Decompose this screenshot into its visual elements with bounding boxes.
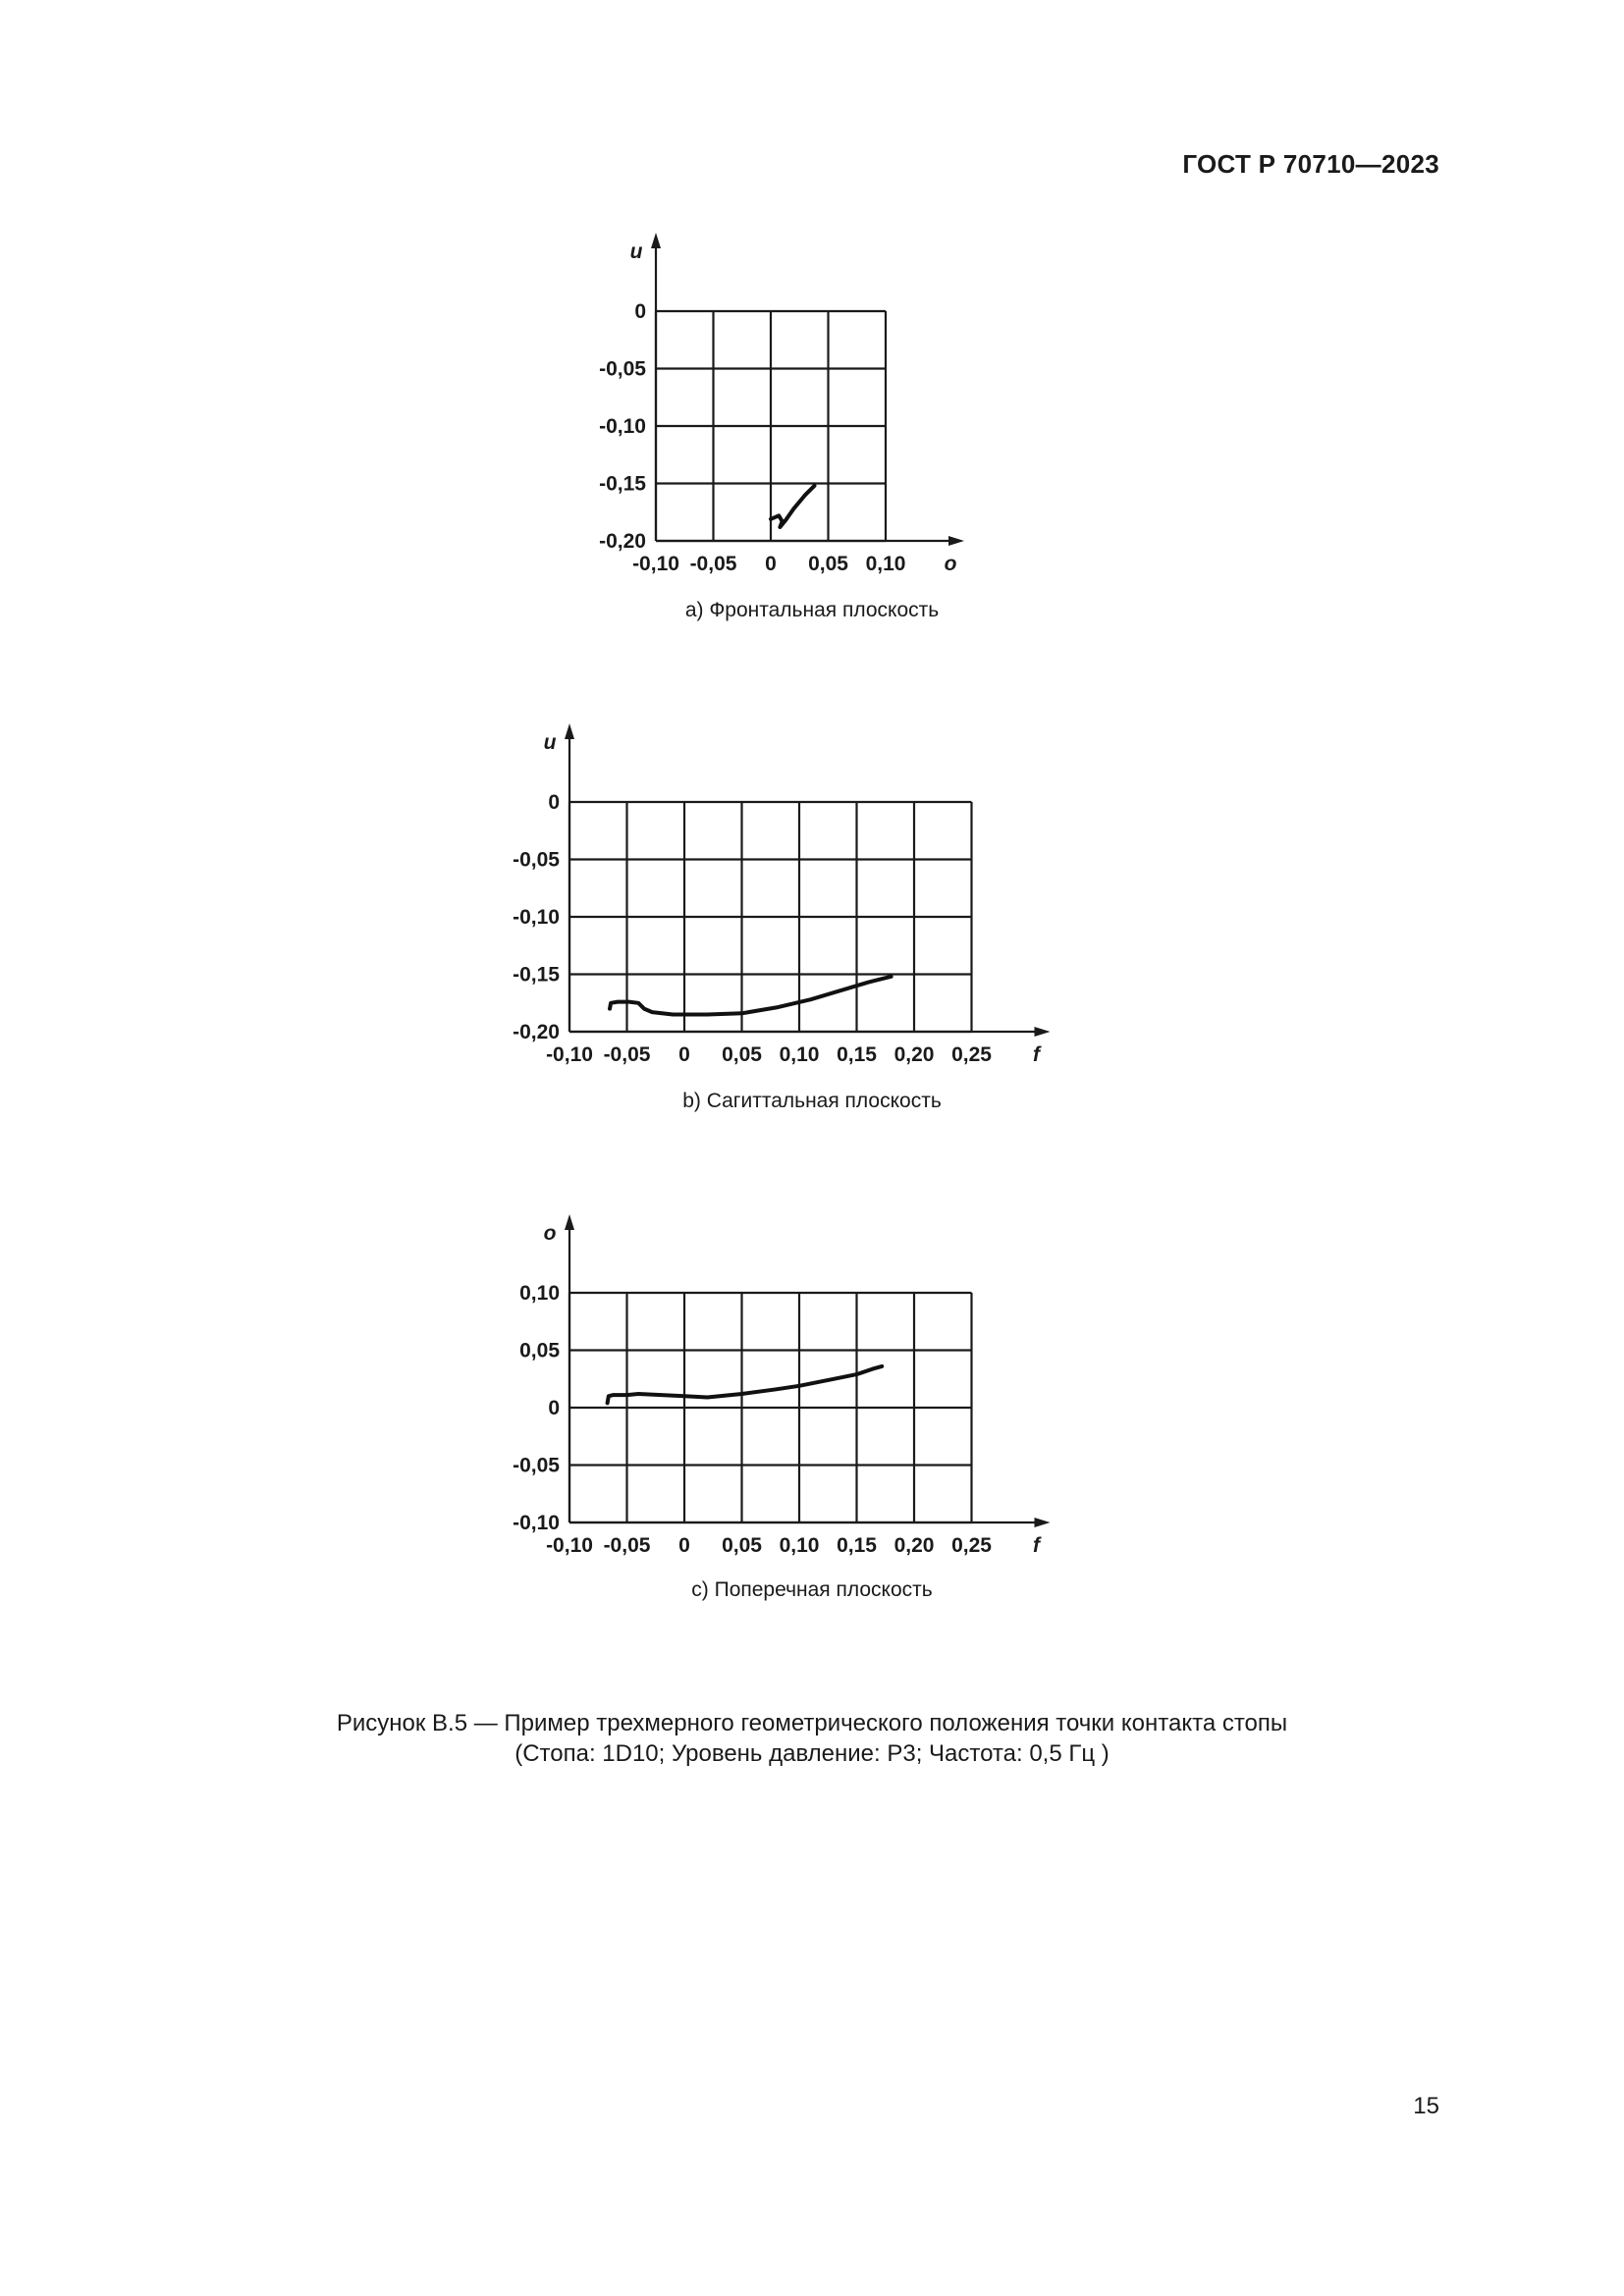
x-tick-label: -0,05	[689, 553, 737, 575]
y-axis-label: o	[543, 1222, 557, 1245]
x-tick-label: 0,05	[722, 1043, 762, 1066]
x-axis-label: o	[944, 553, 957, 575]
y-tick-label: 0	[634, 300, 646, 323]
y-axis-arrow-icon	[565, 1214, 574, 1230]
x-tick-label: 0,25	[951, 1534, 992, 1557]
chart-caption-frontal: a) Фронтальная плоскость	[684, 599, 940, 621]
series-line	[608, 1366, 883, 1403]
y-axis-label: u	[629, 240, 643, 263]
x-axis-label: f	[1033, 1534, 1040, 1557]
document-header: ГОСТ Р 70710—2023	[1182, 149, 1439, 179]
page-number: 15	[1413, 2093, 1439, 2119]
series-line	[771, 486, 815, 527]
x-tick-label: 0,05	[808, 553, 848, 575]
y-tick-label: -0,05	[599, 357, 646, 381]
y-tick-label: -0,10	[513, 906, 560, 929]
chart-sagittal	[513, 723, 1050, 1066]
figure-caption-line-1: Рисунок В.5 — Пример трехмерного геометрического положения точки контакта стопы	[336, 1710, 1288, 1736]
x-tick-label: -0,05	[603, 1534, 651, 1557]
x-tick-label: 0,25	[951, 1043, 992, 1066]
x-tick-label: 0,10	[779, 1043, 820, 1066]
series-line	[610, 977, 892, 1015]
y-tick-label: 0	[548, 791, 560, 814]
y-tick-label: 0,10	[519, 1282, 560, 1305]
x-tick-label: 0	[678, 1534, 690, 1557]
x-axis-arrow-icon	[948, 536, 964, 546]
chart-transverse	[513, 1214, 1050, 1557]
x-tick-label: -0,05	[603, 1043, 651, 1066]
y-tick-label: -0,05	[513, 1454, 560, 1477]
x-tick-label: 0,15	[837, 1534, 877, 1557]
x-tick-label: 0,20	[893, 1534, 935, 1557]
x-axis-label: f	[1033, 1043, 1040, 1066]
y-tick-label: -0,05	[513, 848, 560, 872]
chart-caption-sagittal: b) Сагиттальная плоскость	[682, 1090, 942, 1112]
figure-caption	[0, 1708, 1624, 1769]
x-axis-arrow-icon	[1035, 1027, 1051, 1037]
y-tick-label: -0,10	[513, 1512, 560, 1534]
y-axis-arrow-icon	[651, 233, 661, 248]
x-tick-label: 0,15	[837, 1043, 877, 1066]
y-tick-label: -0,15	[599, 472, 646, 496]
y-tick-label: -0,20	[599, 530, 646, 553]
x-tick-label: 0	[765, 553, 777, 575]
x-tick-label: -0,10	[546, 1534, 593, 1557]
x-tick-label: 0,10	[865, 553, 906, 575]
y-axis-label: u	[543, 731, 557, 754]
x-axis-arrow-icon	[1035, 1518, 1051, 1527]
x-tick-label: 0,05	[722, 1534, 762, 1557]
y-tick-label: 0,05	[519, 1339, 560, 1362]
x-tick-label: 0,20	[893, 1043, 935, 1066]
x-tick-label: -0,10	[546, 1043, 593, 1066]
y-axis-arrow-icon	[565, 723, 574, 739]
y-tick-label: 0	[548, 1397, 560, 1419]
y-tick-label: -0,10	[599, 415, 646, 438]
chart-caption-transverse: c) Поперечная плоскость	[691, 1578, 933, 1601]
x-tick-label: 0,10	[779, 1534, 820, 1557]
y-tick-label: -0,20	[513, 1021, 560, 1043]
x-tick-label: -0,10	[632, 553, 679, 575]
y-tick-label: -0,15	[513, 963, 560, 987]
chart-frontal	[599, 233, 964, 575]
figure-caption-line-2: (Стопа: 1D10; Уровень давление: Р3; Частота: 0,5 Гц )	[514, 1740, 1110, 1767]
x-tick-label: 0	[678, 1043, 690, 1066]
